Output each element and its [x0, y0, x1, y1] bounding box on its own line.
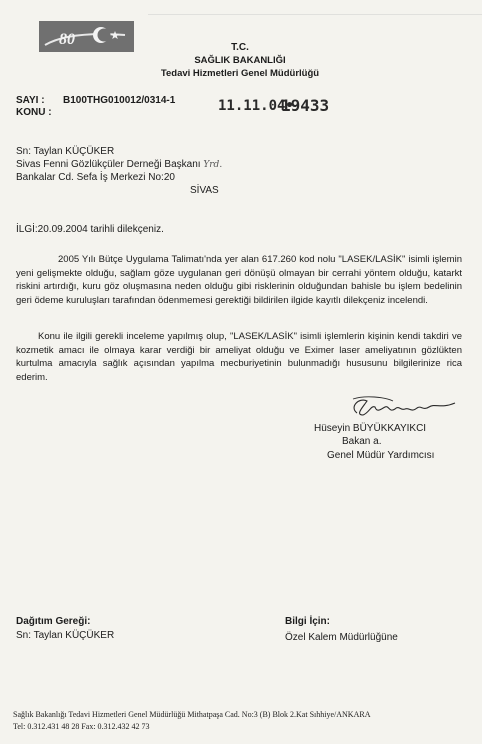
konu-label: KONU :	[16, 107, 52, 118]
header-tc: T.C.	[231, 42, 249, 53]
handwritten-signature	[345, 393, 460, 419]
distribution-label: Dağıtım Gereği:	[16, 616, 91, 627]
recipient-street: Bankalar Cd. Sefa İş Merkezi No:20	[16, 172, 175, 183]
stamp-date: 11.11.04•	[218, 98, 294, 114]
body-paragraph-1: 2005 Yılı Bütçe Uygulama Talimatı'nda yer alan 617.260 kod nolu "LASEK/LASİK" isimli işlemin yeni gelişmekte olduğu, sağlam göze uygulanan geri dönüşü olmayan bir cerrahi yöntem olduğu, katarkt riskini artırdığı, kuru göz oluşmasına neden olduğu gibi risklerinin olduğundan bahisle bu işlem bedelinin geri ödeme kuruluşları tarafından ödenmemesi gerektiği bildirilen ilgide kayıtlı dilekçeniz incelendi.	[16, 254, 462, 306]
ilgi-reference: İLGİ:20.09.2004 tarihli dilekçeniz.	[16, 224, 164, 235]
sayi-value: B100THG010012/0314-1	[63, 95, 176, 106]
header-directorate: Tedavi Hizmetleri Genel Müdürlüğü	[160, 68, 320, 79]
footer-address: Sağlık Bakanlığı Tedavi Hizmetleri Genel Müdürlüğü Mithatpaşa Cad. No:3 (B) Blok 2.Kat Sıhhiye/ANKARA	[13, 710, 371, 719]
signatory-title-1: Bakan a.	[342, 436, 382, 447]
info-value: Özel Kalem Müdürlüğüne	[285, 632, 398, 643]
recipient-name: Sn: Taylan KÜÇÜKER	[16, 146, 115, 157]
recipient-city: SİVAS	[190, 185, 219, 196]
info-label: Bilgi İçin:	[285, 616, 330, 627]
sayi-label: SAYI :	[16, 95, 45, 106]
stamp-number: 19433	[281, 96, 330, 115]
recipient-title-handwritten: Yrd.	[203, 160, 223, 170]
recipient-title-text: Sivas Fenni Gözlükçüler Derneği Başkanı	[16, 159, 201, 170]
body-paragraph-2: Konu ile ilgili gerekli inceleme yapılmış olup, "LASEK/LASİK" isimli işlemlerin kişinin kendi takdiri ve kozmetik amacı ile olmaya karar verdiği bir ameliyat olduğu ve Eximer laser ameliyatının gözlükten kurtulma amacıyla sağlık açısından yapılma mecburiyetinin bulunmadığı hususunu bilgilerinize rica ederim.	[16, 331, 462, 383]
signatory-title-2: Genel Müdür Yardımcısı	[327, 450, 435, 461]
footer-phone: Tel: 0.312.431 48 28 Fax: 0.312.432 42 73	[13, 722, 150, 731]
signatory-name: Hüseyin BÜYÜKKAYIKCI	[314, 423, 427, 434]
recipient-title	[16, 159, 222, 170]
distribution-value: Sn: Taylan KÜÇÜKER	[16, 630, 115, 641]
header-ministry: SAĞLIK BAKANLIĞI	[194, 55, 286, 66]
svg-text:80: 80	[59, 31, 75, 48]
